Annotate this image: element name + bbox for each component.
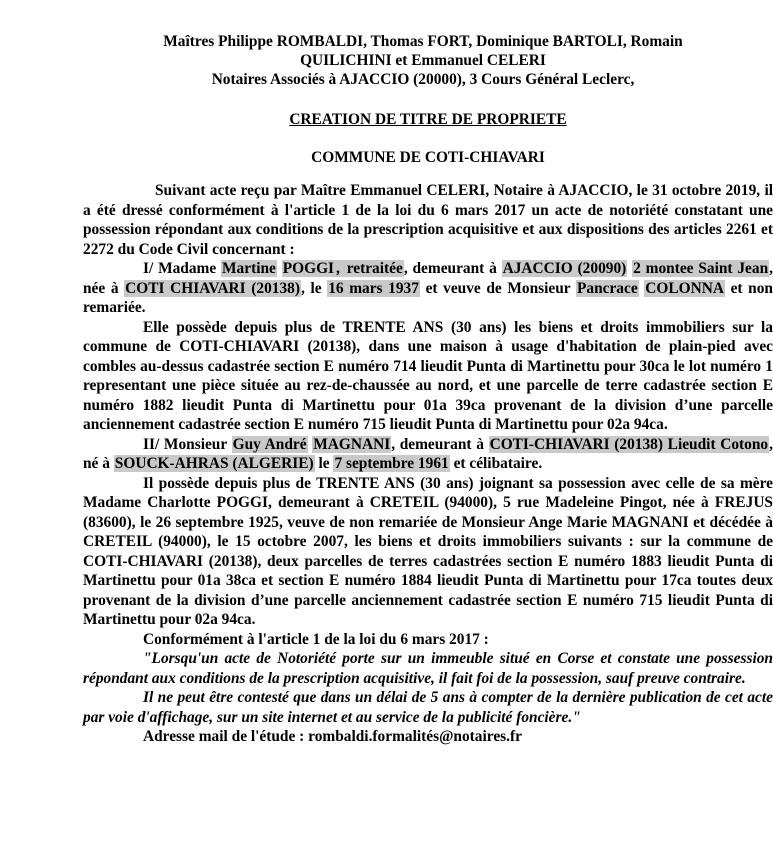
party2-text: et célibataire. [449, 455, 543, 472]
party1-birthplace: COTI CHIAVARI (20138) [125, 279, 301, 297]
party1-possession-paragraph: Elle possède depuis plus de TRENTE ANS (30 ans) les biens et droits immobiliers sur la commune de COTI-CHIAVARI (20138), dans une maison à usage d'habitation de plain-pied avec combles au-dessus cadastrée section E numéro 714 lieudit Punta di Martinettu pour 30ca le lot numéro 1 representant une pièce située au rez-de-chaussée au nord, et une parcelle de terre cadastrée section E numéro 1882 lieudit Punta di Martinettu pour 01a 39ca provenant de la division d’une parcelle anciennement cadastrée section E numéro 715 lieudit Punta di Martinettu pour 02a 94ca. [83, 318, 773, 433]
party1-spouse-lastname: COLONNA [645, 279, 724, 297]
party2-text: le [314, 455, 334, 472]
header-line-1: Maîtres Philippe ROMBALDI, Thomas FORT, Dominique BARTOLI, Romain [163, 33, 683, 50]
party1-birthdate: 16 mars 1937 [328, 279, 419, 297]
party1-text: et non remariée. [83, 279, 773, 316]
party1-sep: , [336, 260, 345, 277]
party1-street: 2 montee Saint Jean [633, 260, 769, 277]
law-quote-1: "Lorsqu'un acte de Notoriété porte sur un immeuble situé en Corse et constate une possession répondant aux conditions de la prescription acquisitive, il fait foi de la possession, sauf preuve contraire. [83, 650, 773, 687]
party1-spouse-firstname: Pancrace [576, 279, 638, 297]
party1-profession: retraitée [346, 260, 403, 277]
commune-heading: COMMUNE DE COTI-CHIAVARI [311, 149, 545, 166]
document-title: CREATION DE TITRE DE PROPRIETE [289, 111, 567, 128]
party1-prefix: I/ Madame [143, 260, 222, 277]
party2-lastname: MAGNANI [313, 435, 391, 453]
law-quote-2: Il ne peut être contesté que dans un délai de 5 ans à compter de la dernière publication de cet acte par voie d'affichage, sur un site internet et au service de la publicité foncière." [83, 689, 773, 726]
party1-paragraph [83, 259, 773, 318]
party1-lastname: POGGI [282, 260, 335, 277]
party2-birthplace: SOUCK-AHRAS (ALGERIE) [114, 455, 314, 472]
party1-firstname: Martine [222, 260, 276, 277]
party2-firstname: Guy André [232, 435, 307, 453]
header-line-3: Notaires Associés à AJACCIO (20000), 3 Cours Général Leclerc, [211, 71, 635, 88]
intro-paragraph: Suivant acte reçu par Maître Emmanuel CELERI, Notaire à AJACCIO, le 31 octobre 2019, il a été dressé conformément à l'article 1 de la loi du 6 mars 2017 un acte de notoriété constatant une possession répondant aux conditions de la prescription acquisitive et aux dispositions des articles 2261 et 2272 du Code Civil concernant : [83, 182, 773, 258]
party2-prefix: II/ Monsieur [143, 435, 232, 453]
party1-text: , demeurant à [403, 260, 502, 277]
party2-address: COTI-CHIAVARI (20138) Lieudit Cotono [489, 435, 769, 453]
notice-body [83, 181, 773, 747]
notice-page [83, 32, 773, 747]
party2-birthdate: 7 septembre 1961 [334, 455, 449, 472]
party2-paragraph [83, 435, 773, 474]
party1-city: AJACCIO (20090) [502, 260, 627, 277]
party1-text: , le [301, 279, 328, 297]
header-line-2: QUILICHINI et Emmanuel CELERI [300, 52, 546, 69]
law-reference: Conformément à l'article 1 de la loi du 6 mars 2017 : [143, 630, 489, 648]
office-email-line: Adresse mail de l'étude : rombaldi.formalités@notaires.fr [143, 728, 522, 745]
party1-text: et veuve de Monsieur [419, 279, 576, 297]
party2-text: , demeurant à [391, 435, 489, 453]
party2-possession-paragraph: Il possède depuis plus de TRENTE ANS (30 ans) joignant sa possession avec celle de sa mère Madame Charlotte POGGI, demeurant à CRETEIL (94000), 5 rue Madeleine Pingot, née à FREJUS (83600), le 26 septembre 1925, veuve de non remariée de Monsieur Ange Marie MAGNANI et décédée à CRETEIL (94000), le 15 octobre 2007, les biens et droits immobiliers suivants : sur la commune de COTI-CHIAVARI (20138), deux parcelles de terres cadastrées section E numéro 1883 lieudit Punta di Martinettu pour 01a 38ca et section E numéro 1884 lieudit Punta di Martinettu pour 17ca toutes deux provenant de la division d’une parcelle anciennement cadastrée section E numéro 715 lieudit Punta di Martinettu pour 02a 94ca. [83, 474, 773, 628]
party1-text: , née à [83, 260, 773, 297]
party2-text: , né à [83, 435, 773, 472]
notary-header [73, 32, 773, 89]
